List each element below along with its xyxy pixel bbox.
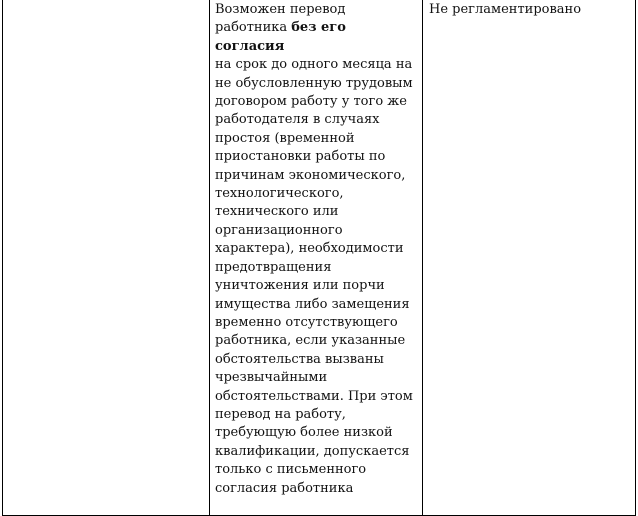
transfer-rule-bold-phrase: без его согласия (215, 20, 346, 54)
table-cell-not-regulated (423, 0, 635, 515)
transfer-rule-text-end: на срок до одного месяца на не обусловленную трудовым договором работу у того же работодателя в случаях простоя (временной приостановки работы по причинам экономического, технологического, технического или организационного характера), необходимости предотвращения уничтожения или порчи имущества либо замещения временно отсутствующего работника, если указанные обстоятельства вызваны чрезвычайными обстоятельствами. При этом перевод на работу, требующую более низкой квалификации, допускается только с письменного согласия работника (215, 57, 413, 496)
transfer-rule-text-start: Возможен перевод работника (215, 2, 346, 36)
comparison-table (2, 0, 636, 516)
table-cell-empty (3, 0, 210, 515)
cell-text-column-3: Не регламентировано (429, 2, 582, 17)
table-cell-transfer-rule (210, 0, 423, 515)
cell-text-column-2 (215, 1, 418, 498)
